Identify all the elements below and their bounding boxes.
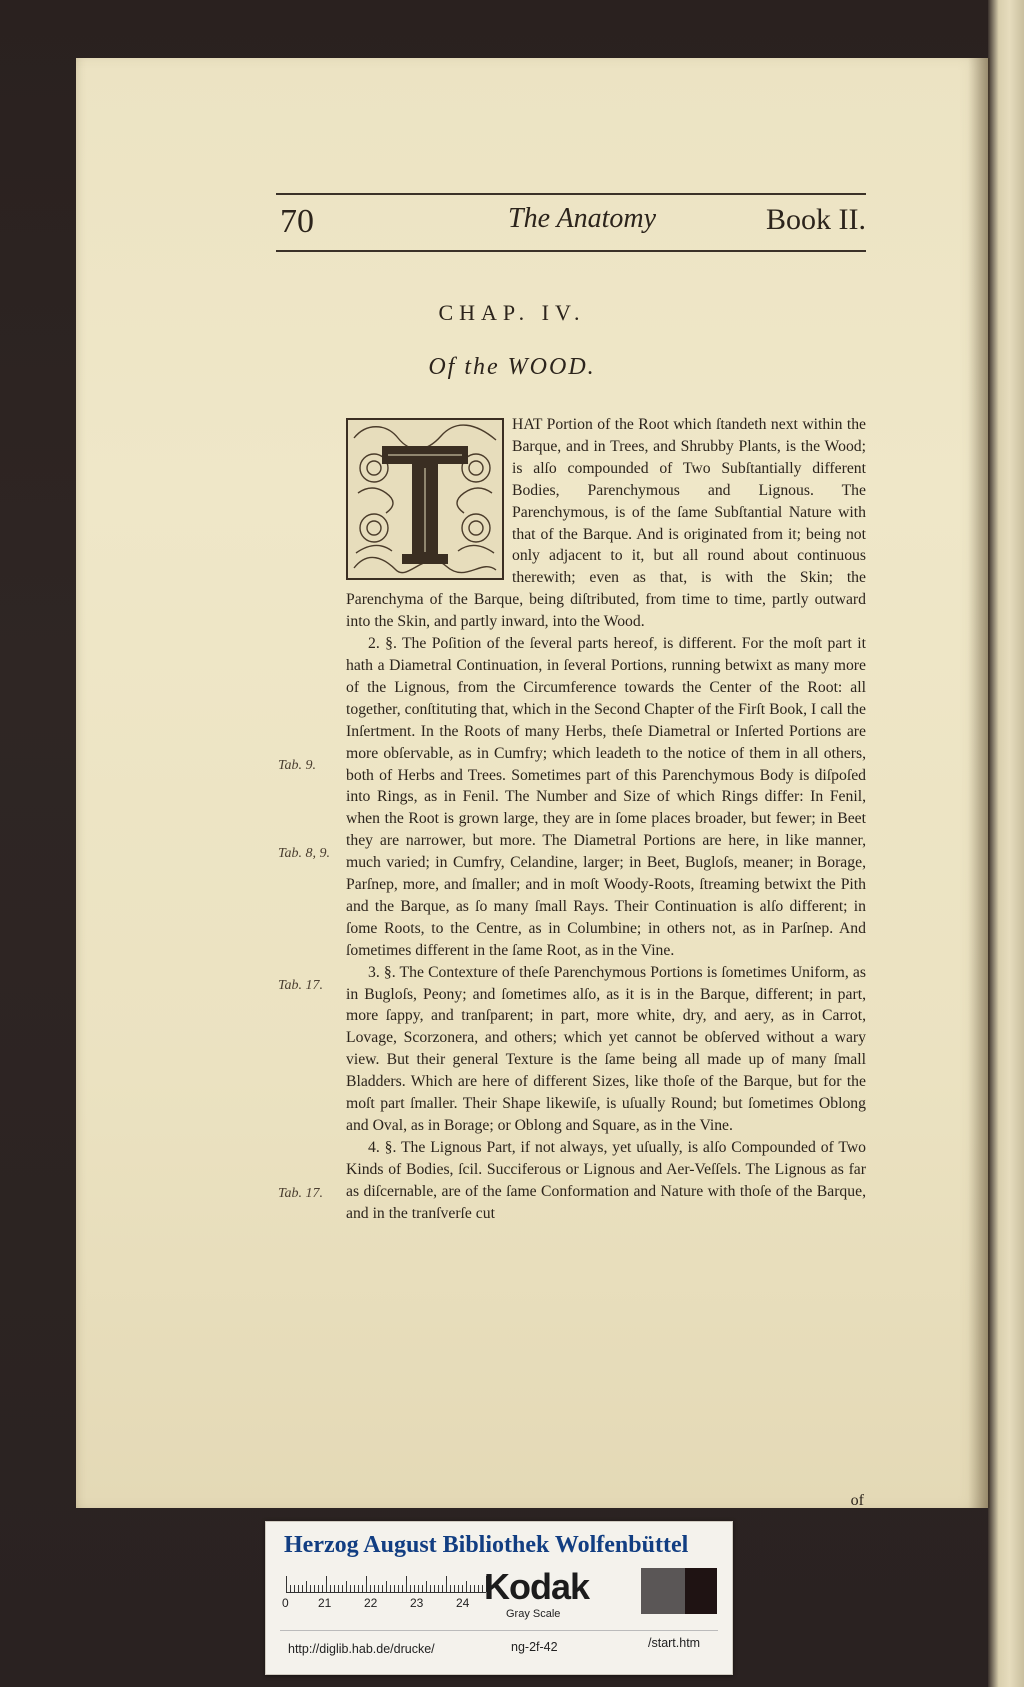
margin-note: Tab. 8, 9. <box>278 846 331 861</box>
paragraph-4: 4. §. The Lignous Part, if not always, yet uſually, is alſo Compounded of Two Kinds of Bodies, ſcil. Succiferous or Lignous and Aer-Veſſels. The Lignous as far as diſcernable, are of the ſame Conformation and Nature with thoſe of the Barque, and in the tranſverſe cut <box>346 1138 866 1222</box>
gray-scale-caption: Gray Scale <box>506 1608 561 1620</box>
ruler-tick <box>290 1585 291 1592</box>
ruler-tick <box>382 1585 383 1592</box>
ruler-number: 21 <box>318 1596 332 1610</box>
margin-note: Tab. 17. <box>278 1186 324 1201</box>
library-url: http://diglib.hab.de/drucke/ <box>288 1642 435 1656</box>
ruler-tick <box>366 1576 367 1592</box>
ruler-tick <box>410 1585 411 1592</box>
book-spine-edge <box>988 0 1024 1687</box>
ruler-tick <box>358 1585 359 1592</box>
chapter-title: Of the WOOD. <box>428 354 596 380</box>
ruler-tick <box>326 1576 327 1592</box>
ruler-tick <box>334 1585 335 1592</box>
ruler-tick <box>462 1585 463 1592</box>
ruler-tick <box>414 1585 415 1592</box>
ruler-tick <box>314 1585 315 1592</box>
ruler-tick <box>398 1585 399 1592</box>
ruler-tick <box>350 1585 351 1592</box>
chapter-heading: CHAP. IV. <box>438 300 586 325</box>
ruler-tick <box>386 1581 387 1592</box>
start-path: /start.htm <box>648 1636 701 1650</box>
ruler-tick <box>434 1585 435 1592</box>
shelfmark-code: ng-2f-42 <box>511 1640 558 1654</box>
ruler-tick <box>438 1585 439 1592</box>
margin-note: Tab. 9. <box>278 758 317 773</box>
ruler-tick <box>470 1585 471 1592</box>
label-divider <box>280 1630 718 1631</box>
ruler-tick <box>310 1585 311 1592</box>
running-title: The Anatomy <box>508 203 657 234</box>
ruler-tick <box>394 1585 395 1592</box>
body-text <box>346 414 866 1225</box>
ruler-tick <box>338 1585 339 1592</box>
paragraph-3: 3. §. The Contexture of theſe Parenchymous Portions is ſometimes Uniform, as in Bugloſs, Peony; and ſometimes alſo, as it is in the Barque, different; in part, more ſappy, and tranſparent; in part, more white, dry, and aery, as in Carrot, Lovage, Scorzonera, and others; which yet cannot be obſerved without a wary view. But their general Texture is the ſame being all made up of many ſmall Bladders. Which are here of different Sizes, like thoſe of the Barque, but for the moſt part ſmaller. Their Shape likewiſe, is uſually Round; but ſometimes Oblong and Oval, as in Borage; or Oblong and Square, as in the Vine. <box>346 963 866 1134</box>
ruler-tick <box>426 1581 427 1592</box>
header-rule-bottom <box>276 250 866 252</box>
ruler-tick <box>318 1585 319 1592</box>
margin-note: Tab. 17. <box>278 978 324 993</box>
ruler-tick <box>430 1585 431 1592</box>
paragraph-1 <box>346 414 866 633</box>
ruler-number: 22 <box>364 1596 378 1610</box>
paragraph-2: 2. §. The Poſition of the ſeveral parts hereof, is different. For the moſt part it hath a Diametral Continuation, in ſeveral Portions, running betwixt as many more of the Lignous, from the Circumference towards the Center of the Root: all together, conſtituting that, which in the Second Chapter of the Firſt Book, I call the Inſertment. In the Roots of many Herbs, theſe Diametral or Inſerted Portions are more obſervable, as in Cumfry; which leadeth to the notice of them in all others, both of Herbs and Trees. Sometimes part of this Parenchymous Body is diſpoſed into Rings, as in Fenil. The Number and Size of which Rings differ: In Fenil, when the Root is grown large, they are in ſome places broader, but fewer; in Beet they are narrower, but more. The Diametral Portions are here, in like manner, much varied; in Cumfry, Celandine, larger; in Beet, Bugloſs, meaner; in Borage, Parſnep, more, and ſmaller; and in moſt Woody-Roots, ſtreaming betwixt the Pith and the Barque, as ſo many ſmall Rays. Their Continuation is alſo different; in ſome Roots, to the Centre, as in Columbine; in others not, as in Parſnep. And ſometimes different in the ſame Root, as in the Vine. <box>346 635 866 959</box>
ruler-tick <box>474 1585 475 1592</box>
ruler-tick <box>354 1585 355 1592</box>
ruler-tick <box>446 1576 447 1592</box>
ruler-tick <box>342 1585 343 1592</box>
drop-cap-space <box>346 414 506 572</box>
ruler-tick <box>390 1585 391 1592</box>
ruler-tick <box>322 1585 323 1592</box>
ruler-tick <box>302 1585 303 1592</box>
ruler-tick <box>298 1585 299 1592</box>
library-label <box>265 1521 733 1675</box>
ruler-scale <box>286 1574 486 1593</box>
ruler-tick <box>402 1585 403 1592</box>
ruler-tick <box>294 1585 295 1592</box>
ruler-tick <box>362 1585 363 1592</box>
ruler-tick <box>454 1585 455 1592</box>
catchword: of <box>850 1492 864 1509</box>
ruler-tick <box>374 1585 375 1592</box>
ruler-tick <box>466 1581 467 1592</box>
ruler-tick <box>478 1585 479 1592</box>
ruler-tick <box>482 1585 483 1592</box>
page-number: 70 <box>280 203 314 240</box>
page-gutter-shadow <box>968 58 990 1508</box>
ruler-tick <box>378 1585 379 1592</box>
library-name: Herzog August Bibliothek Wolfenbüttel <box>284 1532 689 1558</box>
ruler-tick <box>406 1576 407 1592</box>
paragraph-1-lead: HAT <box>512 416 543 433</box>
kodak-logo: Kodak <box>484 1566 590 1607</box>
header-rule-top <box>276 193 866 195</box>
ruler-number: 23 <box>410 1596 424 1610</box>
ruler-tick <box>306 1581 307 1592</box>
ruler-tick <box>286 1576 287 1592</box>
ruler-tick <box>442 1585 443 1592</box>
dark-swatch <box>685 1568 717 1614</box>
ruler-tick <box>346 1581 347 1592</box>
ruler-tick <box>370 1585 371 1592</box>
ruler-number: 24 <box>456 1596 470 1610</box>
ruler-tick <box>450 1585 451 1592</box>
paragraph-1-text: Portion of the Root which ſtandeth next within the Barque, and in Trees, and Shrubby Plants, is the Wood; is alſo compounded of Two Subſtantially different Bodies, Parenchymous and Lignous. The Parenchymous, is of the ſame Subſtantial Nature with that of the Barque. And is originated from it; being not only adjacent to it, but all round about continuous therewith; even as that, is with the Skin; the Parenchyma of the Barque, being diſtributed, from time to time, partly outward into the Skin, and partly inward, into the Wood. <box>346 416 866 631</box>
ruler-tick <box>330 1585 331 1592</box>
ruler-tick <box>458 1585 459 1592</box>
book-label: Book II. <box>766 203 866 236</box>
ruler-tick <box>422 1585 423 1592</box>
gray-swatch <box>641 1568 685 1614</box>
ruler-number: 0 <box>282 1596 289 1610</box>
ruler-tick <box>418 1585 419 1592</box>
